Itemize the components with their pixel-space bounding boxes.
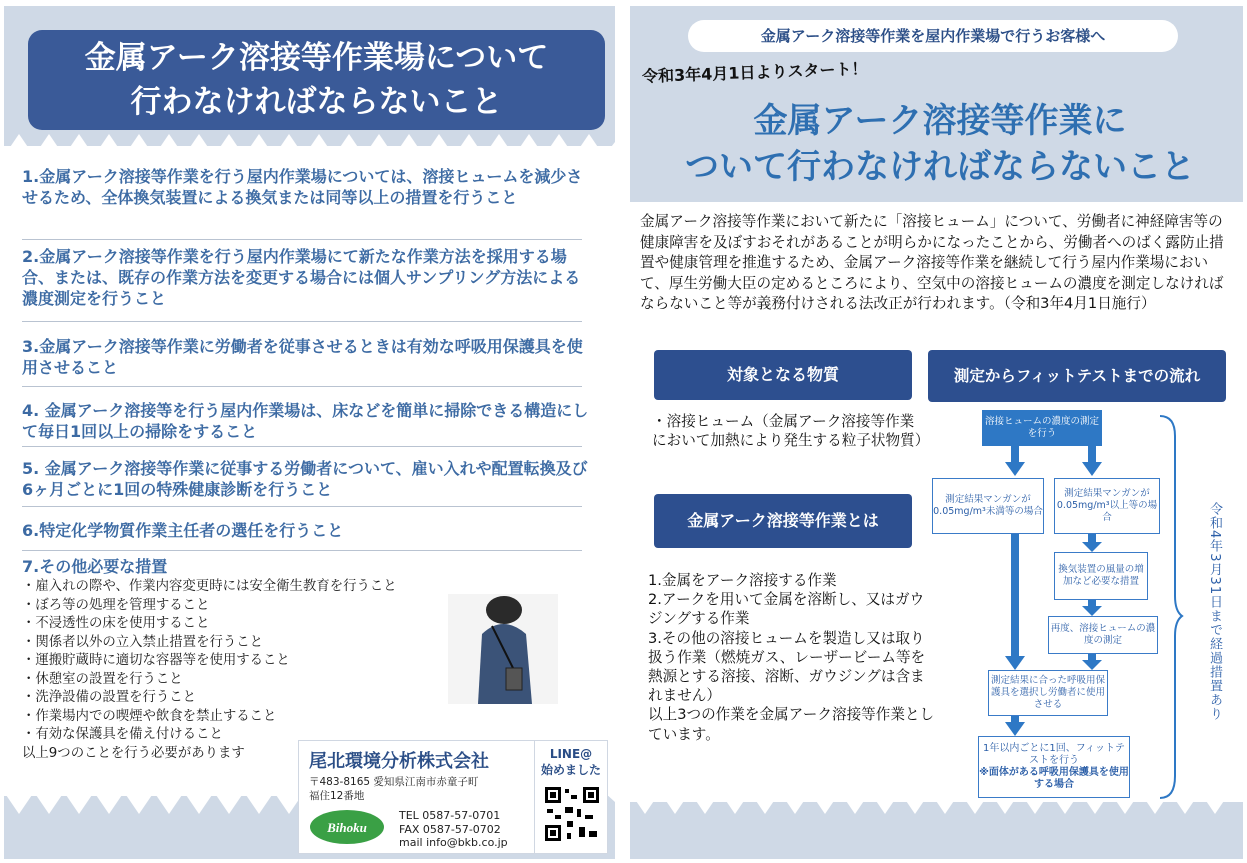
list-item: 3.その他の溶接ヒュームを製造し又は取り扱う作業（燃焼ガス、レーザービーム等を熱源とする溶接、溶断、ガウジングは含まれません） bbox=[648, 629, 926, 705]
company-contact bbox=[399, 809, 508, 850]
list-item: ・有効な保護具を備え付けること bbox=[22, 727, 223, 742]
flow-step-ventilation: 換気装置の風量の増加など必要な措置 bbox=[1054, 552, 1148, 600]
divider bbox=[22, 446, 582, 447]
work-definition-text bbox=[648, 571, 938, 744]
requirement-item-4: 4. 金属アーク溶接等を行う屋内作業場は、床などを簡単に掃除できる構造にして毎日1回以上の掃除をすること bbox=[22, 401, 589, 441]
list-item: 2.アークを用いて金属を溶断し、又はガウジングする作業 bbox=[648, 591, 925, 628]
divider bbox=[22, 550, 582, 551]
flow-step-respirator: 測定結果に合った呼吸用保護具を選択し労働者に使用させる bbox=[988, 670, 1108, 716]
requirement-item-2: 2.金属アーク溶接等作業を行う屋内作業場にて新たな作業方法を採用する場合、または、既存の作業方法を変更する場合には個人サンプリング方法による濃度測定を行うこと bbox=[22, 247, 581, 308]
transition-period-note: 令和4年3月31日まで経過措置あり bbox=[1207, 502, 1222, 722]
right-title-line1: 金属アーク溶接等作業に bbox=[753, 101, 1127, 141]
list-item: ・作業場内での喫煙や飲食を禁止すること bbox=[22, 708, 277, 724]
fit-test-note: ※面体がある呼吸用保護具を使用する場合 bbox=[979, 767, 1129, 790]
zigzag-divider bbox=[4, 134, 615, 156]
qr-code-icon[interactable] bbox=[543, 785, 601, 843]
company-name: 尾北環境分析株式会社 bbox=[309, 751, 489, 772]
company-fax: FAX 0587-57-0702 bbox=[399, 822, 501, 836]
company-info bbox=[298, 740, 536, 854]
start-date: 令和3年4月1日よりスタート！ bbox=[641, 59, 868, 86]
line-label-2: 始めました bbox=[540, 763, 601, 777]
flow-branch-below-limit: 測定結果マンガンが0.05mg/m³未満等の場合 bbox=[932, 478, 1044, 534]
list-item: ・関係者以外の立入禁止措置を行うこと bbox=[22, 634, 264, 650]
flow-step-fit-test bbox=[978, 736, 1130, 798]
requirement-item-5: 5. 金属アーク溶接等作業に従事する労働者について、雇い入れや配置転換及び6ヶ月ごとに1回の特殊健康診断を行うこと bbox=[22, 459, 588, 499]
right-title bbox=[650, 98, 1230, 190]
audience-banner: 金属アーク溶接等作業を屋内作業場で行うお客様へ bbox=[688, 20, 1178, 52]
left-flyer-page bbox=[4, 6, 615, 859]
list-item: ・ぼろ等の処理を管理すること bbox=[22, 597, 210, 613]
list-item: ・洗浄設備の設置を行うこと bbox=[22, 690, 197, 705]
requirement-item-1: 1.金属アーク溶接等作業を行う屋内作業場については、溶接ヒュームを減少させるため、全体換気装置による換気または同等以上の措置を行うこと bbox=[22, 167, 583, 207]
flow-step-measure: 溶接ヒュームの濃度の測定を行う bbox=[982, 410, 1102, 446]
item7-footer: 以上9つのことを行う必要があります bbox=[22, 745, 245, 761]
right-title-line2: ついて行わなければならないこと bbox=[685, 147, 1195, 187]
requirement-item-6: 6.特定化学物質作業主任者の選任を行うこと bbox=[22, 521, 344, 540]
divider bbox=[22, 506, 582, 507]
list-item: 1.金属をアーク溶接する作業 bbox=[648, 572, 837, 589]
logo-text: Bihoku bbox=[327, 820, 367, 835]
line-label: LINE@ bbox=[549, 747, 593, 761]
company-tel: TEL 0587-57-0701 bbox=[399, 809, 501, 822]
flow-step-remeasure: 再度、溶接ヒュームの濃度の測定 bbox=[1048, 616, 1158, 654]
intro-paragraph: 金属アーク溶接等作業において新たに「溶接ヒューム」について、労働者に神経障害等の健康障害を及ぼすおそれがあることが明らかになったことから、労働者へのばく露防止措置や健康管理を推進するため、金属アーク溶接等作業を継続して行う屋内作業場において、厚生労働大臣の定めるところにより、空気中の溶接ヒュームの濃度を測定しなければならないこと等が義務付けされる法改正が行われます。（令和3年4月1日施行） bbox=[640, 213, 1224, 312]
fit-test-text: 1年以内ごとに1回、フィットテストを行う bbox=[983, 743, 1125, 766]
left-title bbox=[28, 30, 605, 130]
work-footer: 以上3つの作業を金属アーク溶接等作業としています。 bbox=[648, 706, 935, 743]
item7-list bbox=[22, 578, 462, 763]
list-item: ・運搬貯蔵時に適切な容器等を使用すること bbox=[22, 653, 290, 668]
divider bbox=[22, 239, 582, 240]
divider bbox=[22, 386, 582, 387]
target-substance-heading: 対象となる物質 bbox=[654, 350, 912, 400]
worker-photo bbox=[448, 594, 558, 704]
list-item: ・休憩室の設置を行うこと bbox=[22, 671, 183, 687]
list-item: ・不浸透性の床を使用すること bbox=[22, 616, 210, 631]
left-title-line1: 金属アーク溶接等作業場について bbox=[84, 40, 549, 76]
requirement-item-3: 3.金属アーク溶接等作業に労働者を従事させるときは有効な呼吸用保護具を使用させること bbox=[22, 337, 583, 377]
list-item: ・雇入れの際や、作業内容変更時には安全衛生教育を行うこと bbox=[22, 579, 397, 594]
company-address: 〒483-8165 愛知県江南市赤童子町 bbox=[309, 776, 479, 788]
bihoku-logo bbox=[309, 809, 385, 845]
divider bbox=[22, 321, 582, 322]
line-qr-box bbox=[534, 740, 608, 854]
target-substance-text: ・溶接ヒューム（金属アーク溶接等作業において加熱により発生する粒子状物質） bbox=[652, 413, 930, 449]
left-title-line2: 行わなければならないこと bbox=[130, 84, 503, 120]
company-mail: mail info@bkb.co.jp bbox=[399, 836, 508, 849]
company-address-2: 福住12番地 bbox=[309, 790, 365, 802]
flow-heading: 測定からフィットテストまでの流れ bbox=[928, 350, 1226, 402]
flow-branch-above-limit: 測定結果マンガンが0.05mg/m³以上等の場合 bbox=[1054, 478, 1160, 534]
requirement-item-7-heading: 7.その他必要な措置 bbox=[22, 557, 168, 576]
work-definition-heading: 金属アーク溶接等作業とは bbox=[654, 494, 912, 548]
right-flyer-page bbox=[630, 6, 1243, 859]
